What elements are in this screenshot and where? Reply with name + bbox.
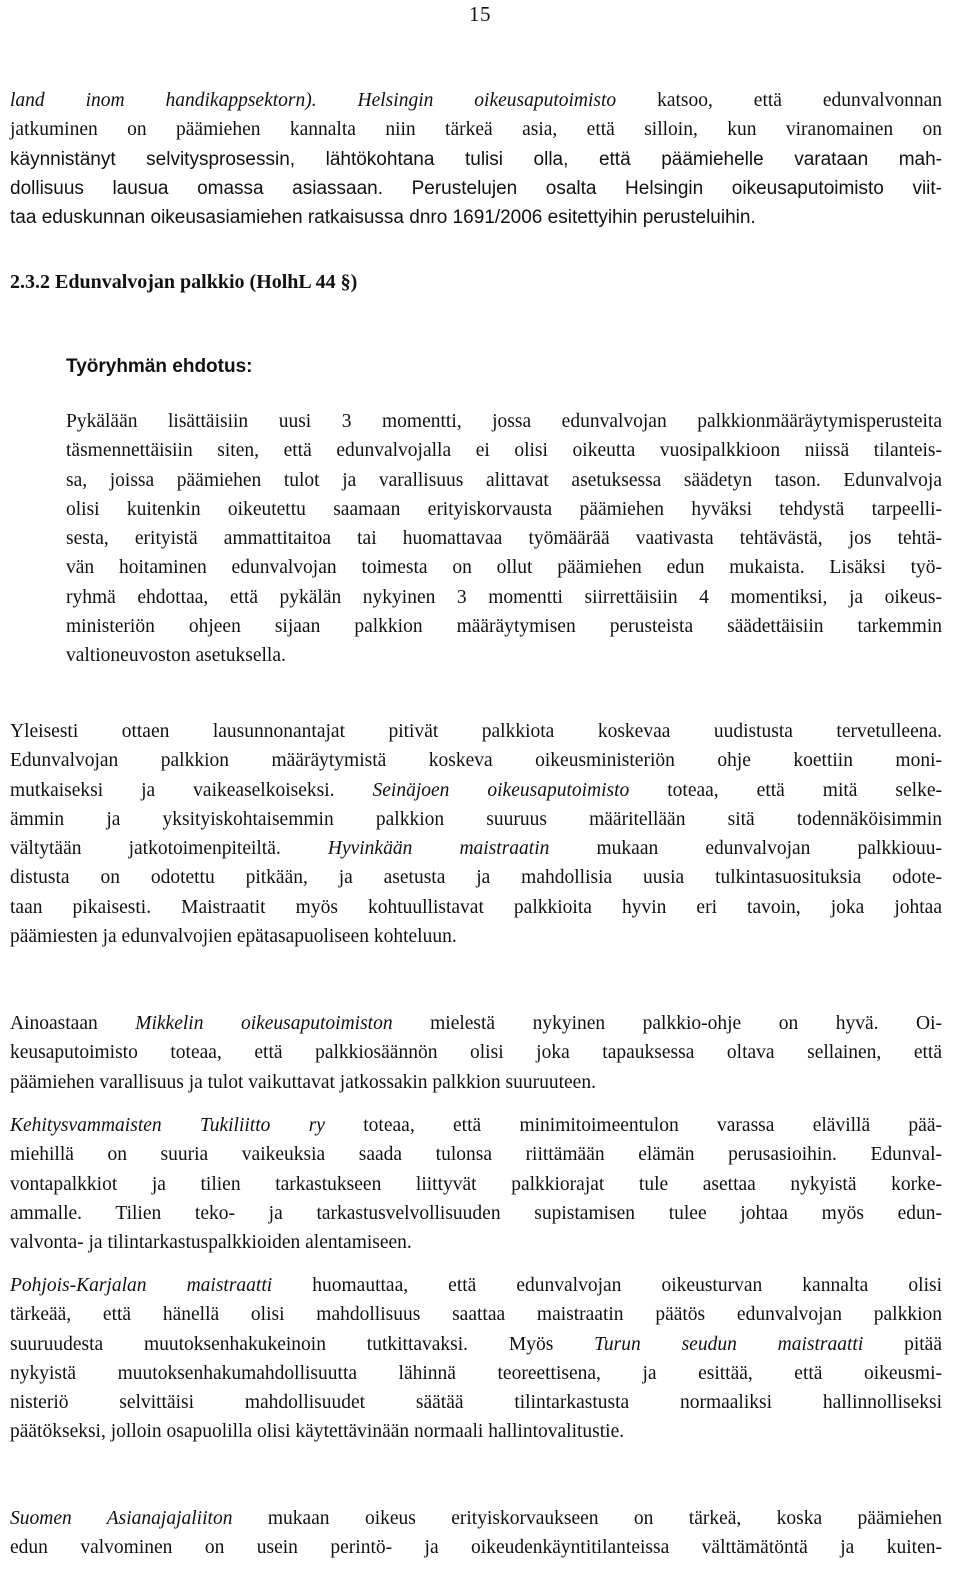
text-line: käynnistänyt selvitysprosessin, lähtökohtana tulisi olla, että päämiehelle varataan mah-	[10, 148, 942, 170]
text-line: Pykälään lisättäisiin uusi 3 momentti, jossa edunvalvojan palkkionmääräytymisperusteita	[66, 411, 942, 432]
text-line: nisteriö selvittäisi mahdollisuudet säätää tilintarkastusta normaaliksi hallinnolliseksi	[10, 1392, 942, 1414]
paragraph-pohjois-karjala	[10, 1271, 942, 1447]
text-fragment: mielestä nykyinen palkkio-ohje on hyvä. Oi-	[392, 1013, 942, 1034]
text-line	[10, 776, 942, 805]
paragraph-kehitysvammaisten	[10, 1111, 942, 1257]
text-fragment: suuruudesta muutoksenhakukeinoin tutkittavaksi. Myös	[10, 1333, 595, 1355]
text-line: tärkeää, että hänellä olisi mahdollisuus saattaa maistraatin päätös edunvalvojan palkkion	[10, 1304, 942, 1326]
text-line: Yleisesti ottaen lausunnonantajat pitivät palkkiota koskevaa uudistusta tervetulleena.	[10, 721, 942, 742]
text-line: jatkuminen on päämiehen kannalta niin tärkeä asia, että silloin, kun viranomainen on	[10, 119, 942, 141]
text-line	[10, 834, 942, 863]
paragraph-general	[10, 717, 942, 951]
text-line	[10, 1330, 942, 1359]
text-fragment: Ainoastaan	[10, 1013, 136, 1034]
text-fragment: katsoo, että edunvalvonnan	[616, 90, 942, 111]
text-line: keusaputoimisto toteaa, että palkkiosäännön olisi joka tapauksessa oltava sellainen, että	[10, 1042, 942, 1064]
text-line: sa, joissa päämiehen tulot ja varallisuus alittavat asetuksessa säädetyn tason. Edunvalvoja	[66, 469, 942, 491]
text-line: taa eduskunnan oikeusasiamiehen ratkaisussa dnro 1691/2006 esitettyihin perusteluihin.	[10, 207, 756, 229]
text-line: ämmin ja yksityiskohtaisemmin palkkion suuruus määritellään sitä todennäköisimmin	[10, 808, 942, 830]
text-line: vontapalkkiot ja tilien tarkastukseen liittyvät palkkiorajat tule asettaa nykyistä korke-	[10, 1173, 942, 1195]
text-line: päämiesten ja edunvalvojien epätasapuoliseen kohteluun.	[10, 926, 457, 948]
text-fragment: vältytään jatkotoimenpiteiltä.	[10, 838, 328, 860]
section-heading-text: 2.3.2 Edunvalvojan palkkio (HolhL 44 §)	[10, 271, 358, 293]
text-line	[10, 1504, 942, 1533]
text-line: ammalle. Tilien teko- ja tarkastusvelvollisuuden supistamisen tulee johtaa myös edun-	[10, 1202, 942, 1224]
section-heading	[10, 268, 942, 297]
text-line: päämiehen varallisuus ja tulot vaikuttavat jatkossakin palkkion suuruuteen.	[10, 1071, 596, 1093]
page-number: 15	[469, 2, 491, 26]
text-line: dollisuus lausua omassa asiassaan. Perustelujen osalta Helsingin oikeusaputoimisto viit-	[10, 177, 942, 199]
text-line: valvonta- ja tilintarkastuspalkkioiden alentamiseen.	[10, 1232, 412, 1254]
text-line	[10, 86, 942, 115]
text-fragment: mukaan edunvalvojan palkkiouu-	[549, 838, 942, 860]
text-line: taan pikaisesti. Maistraatit myös kohtuullistavat palkkioita hyvin eri tavoin, joka johtaa	[10, 896, 942, 918]
text-line	[10, 1111, 942, 1140]
organization-name: Suomen Asianajajaliiton	[10, 1508, 233, 1529]
text-fragment: pitää	[863, 1333, 942, 1355]
text-fragment	[317, 90, 358, 111]
text-line: valtioneuvoston asetuksella.	[66, 645, 286, 667]
text-line: edun valvominen on usein perintö- ja oikeudenkäyntitilanteissa välttämätöntä ja kuiten-	[10, 1537, 942, 1559]
text-line	[10, 1271, 942, 1300]
organization-name: Kehitysvammaisten Tukiliitto ry	[10, 1115, 325, 1136]
text-line: sesta, erityistä ammattitaitoa tai huomattavaa työmäärää vaativasta tehtävästä, jos tehtä-	[66, 528, 942, 550]
paragraph-intro	[10, 86, 942, 232]
text-line: miehillä on suuria vaikeuksia saada tulonsa riittämään elämän perusasioihin. Edunval-	[10, 1144, 942, 1166]
proposal-body	[66, 407, 942, 671]
proposal-heading	[66, 352, 942, 381]
text-fragment: mukaan oikeus erityiskorvaukseen on tärkeä, koska päämiehen	[232, 1508, 942, 1529]
paragraph-suomen-asianajajaliitto	[10, 1504, 942, 1563]
text-line: päätökseksi, jolloin osapuolilla olisi käytettävinään normaali hallintovalitustie.	[10, 1421, 625, 1443]
text-line: Edunvalvojan palkkion määräytymistä koskeva oikeusministeriön ohje koettiin moni-	[10, 750, 942, 772]
paragraph-mikkeli	[10, 1009, 942, 1097]
organization-name: Seinäjoen oikeusaputoimisto	[372, 779, 630, 801]
text-line: vän hoitaminen edunvalvojan toimesta on ollut päämiehen edun mukaista. Lisäksi työ-	[66, 557, 942, 579]
organization-name: Turun seudun maistraatti	[594, 1333, 864, 1355]
proposal-heading-text: Työryhmän ehdotus:	[66, 356, 253, 377]
text-line: ryhmä ehdottaa, että pykälän nykyinen 3 momentti siirrettäisiin 4 momentiksi, ja oikeus-	[66, 586, 942, 608]
text-line: olisi kuitenkin oikeutettu saamaan erityiskorvausta päämiehen hyväksi tehdystä tarpeelli-	[66, 498, 942, 520]
text-line: nykyistä muutoksenhakumahdollisuutta lähinnä teoreettisena, ja esittää, että oikeusmi-	[10, 1362, 942, 1384]
text-line	[10, 1009, 942, 1038]
organization-name: Pohjois-Karjalan maistraatti	[10, 1275, 273, 1296]
text-line: distusta on odotettu pitkään, ja asetusta ja mahdollisia uusia tulkintasuosituksia odote-	[10, 867, 942, 889]
text-fragment: huomauttaa, että edunvalvojan oikeusturvan kannalta olisi	[272, 1275, 942, 1296]
text-fragment: toteaa, että minimitoimeentulon varassa elävillä pää-	[324, 1115, 942, 1136]
text-line: ministeriön ohjeen sijaan palkkion määräytymisen perusteista säädettäisiin tarkemmin	[66, 616, 942, 638]
organization-name: Mikkelin oikeusaputoimiston	[135, 1013, 393, 1034]
text-fragment: mutkaiseksi ja vaikeaselkoiseksi.	[10, 779, 373, 801]
text-line: täsmennettäisiin siten, että edunvalvojalla ei olisi oikeutta vuosipalkkioon niissä tilanteis-	[66, 440, 942, 462]
organization-name: Helsingin oikeusaputoimisto	[357, 90, 617, 111]
italic-fragment: land inom handikappsektorn).	[10, 90, 317, 111]
text-fragment: toteaa, että mitä selke-	[629, 779, 942, 801]
organization-name: Hyvinkään maistraatin	[327, 838, 550, 860]
